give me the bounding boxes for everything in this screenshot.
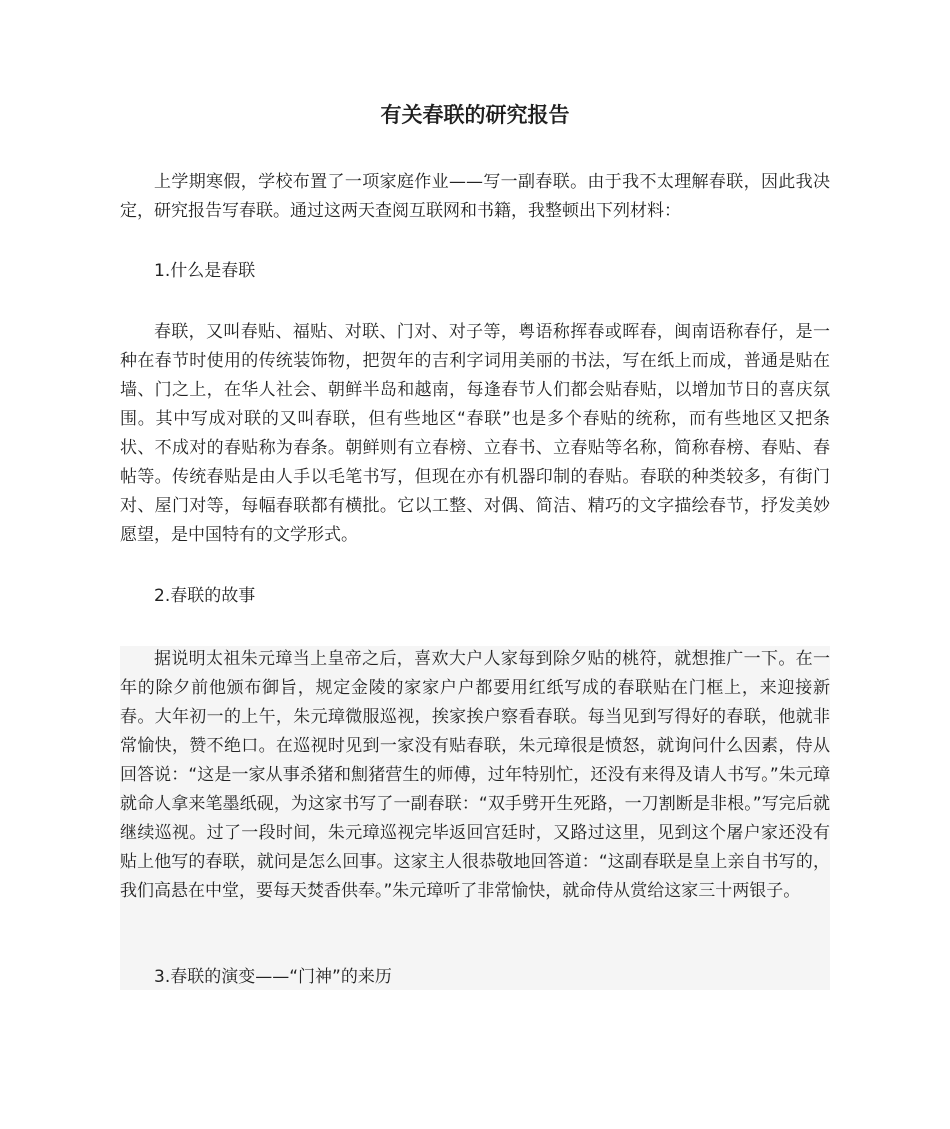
section-body-what-is-couplet: 春联，又叫春贴、福贴、对联、门对、对子等，粤语称挥春或晖春，闽南语称春仔，是一种在春节时使用的传统装饰物，把贺年的吉利字词用美丽的书法，写在纸上而成，普通是贴在墙、门之上，在华人社会、朝鲜半岛和越南，每逢春节人们都会贴春贴，以增加节日的喜庆氛围。其中写成对联的又叫春联，但有些地区“春联”也是多个春贴的统称，而有些地区又把条状、不成对的春贴称为春条。朝鲜则有立春榜、立春书、立春贴等名称，简称春榜、春贴、春帖等。传统春贴是由人手以毛笔书写，但现在亦有机器印制的春贴。春联的种类较多，有街门对、屋门对等，每幅春联都有横批。它以工整、对偶、简洁、精巧的文字描绘春节，抒发美妙愿望，是中国特有的文学形式。 <box>120 322 830 545</box>
document-title: 有关春联的研究报告 <box>380 103 570 127</box>
section-heading-door-god-origin: 3.春联的演变——“门神”的来历 <box>154 967 392 987</box>
section-body-couplet-story: 据说明太祖朱元璋当上皇帝之后，喜欢大户人家每到除夕贴的桃符，就想推广一下。在一年的除夕前他颁布御旨，规定金陵的家家户户都要用红纸写成的春联贴在门框上，来迎接新春。大年初一的上午，朱元璋微服巡视，挨家挨户察看春联。每当见到写得好的春联，他就非常愉快，赞不绝口。在巡视时见到一家没有贴春联，朱元璋很是愤怒，就询问什么因素，侍从回答说：“这是一家从事杀猪和劁猪营生的师傅，过年特别忙，还没有来得及请人书写。”朱元璋就命人拿来笔墨纸砚，为这家书写了一副春联：“双手劈开生死路，一刀割断是非根。”写完后就继续巡视。过了一段时间，朱元璋巡视完毕返回宫廷时，又路过这里，见到这个屠户家还没有贴上他写的春联，就问是怎么回事。这家主人很恭敬地回答道：“这副春联是皇上亲自书写的，我们高悬在中堂，要每天焚香供奉。”朱元璋听了非常愉快，就命侍从赏给这家三十两银子。 <box>120 649 830 901</box>
section-heading-what-is-couplet: 1.什么是春联 <box>154 261 256 281</box>
intro-paragraph: 上学期寒假，学校布置了一项家庭作业——写一副春联。由于我不太理解春联，因此我决定，研究报告写春联。通过这两天查阅互联网和书籍，我整顿出下列材料： <box>120 172 830 221</box>
section-heading-couplet-story: 2.春联的故事 <box>154 586 256 606</box>
